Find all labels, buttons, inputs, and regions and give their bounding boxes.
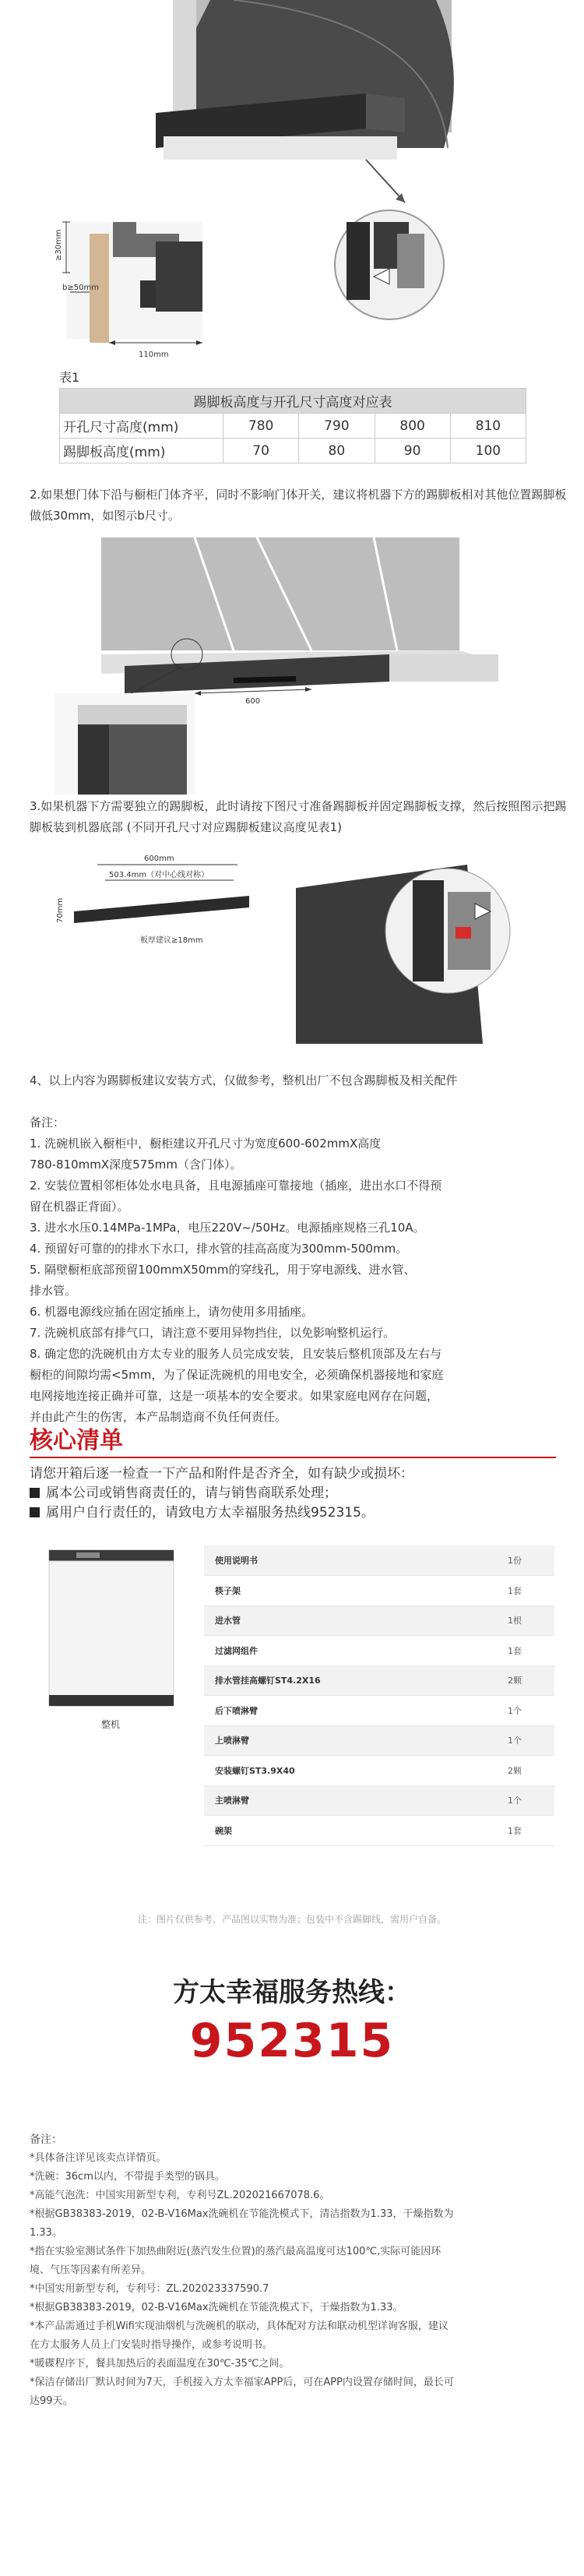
table1-title: 表1 bbox=[59, 370, 80, 385]
footnote-line: *根据GB38383-2019，02-B-V16Max洗碗机在节能洗模式下，干燥指数为1.33。 bbox=[30, 2302, 403, 2313]
install-figure-3 bbox=[0, 841, 584, 1052]
table-row bbox=[204, 1785, 554, 1816]
machine-label: 整机 bbox=[101, 1719, 121, 1730]
table1-header: 踢脚板高度与开孔尺寸高度对应表 bbox=[60, 389, 526, 414]
table-row bbox=[60, 414, 526, 439]
table-cell: 70 bbox=[223, 439, 299, 463]
core-title-divider bbox=[30, 1457, 556, 1458]
note-line: 5. 隔壁橱柜底部预留100mmX50mm的穿线孔，用于穿电源线、进水管、 bbox=[30, 1263, 416, 1277]
install-diagram-1 bbox=[0, 0, 584, 366]
part-name: 安装螺钉ST3.9X40 bbox=[204, 1756, 508, 1786]
thickness-label: 板厚建议≥18mm bbox=[140, 936, 203, 945]
part-qty: 1套 bbox=[508, 1576, 554, 1606]
table-row bbox=[204, 1725, 554, 1756]
core-bullet-2 bbox=[30, 1503, 559, 1523]
table-cell: 80 bbox=[299, 439, 375, 463]
part-qty: 1个 bbox=[508, 1725, 554, 1756]
part-name: 排水管挂高螺钉ST4.2X16 bbox=[204, 1665, 508, 1696]
note-line: 并由此产生的伤害，本产品制造商不负任何责任。 bbox=[30, 1410, 287, 1424]
footnote-line: *暖碟程序下，餐具加热后的表面温度在30℃-35℃之间。 bbox=[30, 2358, 290, 2370]
part-qty: 2颗 bbox=[508, 1665, 554, 1696]
footnote-line: 1.33。 bbox=[30, 2227, 62, 2239]
core-intro-line: 请您开箱后逐一检查一下产品和附件是否齐全，如有缺少或损坏： bbox=[30, 1466, 413, 1482]
footnote-line: 在方太服务人员上门安装时指导操作，或参考说明书。 bbox=[30, 2339, 273, 2351]
part-qty: 2颗 bbox=[508, 1756, 554, 1786]
footnote-line: *保洁存储出厂默认时间为7天，手机接入方太幸福家APP后，可在APP内设置存储时间，最长可 bbox=[30, 2377, 454, 2388]
note-line: 橱柜的间隙均需<5mm，为了保证洗碗机的用电安全，必须确保机器接地和家庭 bbox=[30, 1368, 444, 1382]
note-line: 7. 洗碗机底部有排气口，请注意不要用异物挡住，以免影响整机运行。 bbox=[30, 1326, 396, 1340]
table-cell: 90 bbox=[375, 439, 450, 463]
note-line: 780-810mmX深度575mm（含门体）。 bbox=[30, 1158, 242, 1172]
table-row bbox=[204, 1816, 554, 1846]
table-row bbox=[204, 1605, 554, 1636]
table-row bbox=[204, 1696, 554, 1726]
table-row bbox=[204, 1756, 554, 1786]
footnote-line: *高能气泡洗：中国实用新型专利，专利号ZL.202021667078.6。 bbox=[30, 2190, 330, 2201]
footnotes-block bbox=[30, 2130, 567, 2411]
footnote-line: 境、气压等因素有所差异。 bbox=[30, 2264, 152, 2276]
table-row bbox=[60, 439, 526, 463]
footnote-line: *具体备注详见该卖点详情页。 bbox=[30, 2152, 167, 2164]
section4-text: 4、以上内容为踢脚板建议安装方式，仅做参考，整机出厂不包含踢脚板及相关配件 bbox=[30, 1073, 458, 1087]
inner-width-label: 503.4mm（对中心线对称） bbox=[109, 871, 209, 879]
square-bullet-icon bbox=[30, 1507, 40, 1517]
note-line: 留在机器正背面）。 bbox=[30, 1200, 129, 1214]
core-intro bbox=[30, 1464, 559, 1523]
core-bullet-text: 属用户自行责任的，请致电方太幸福服务热线952315。 bbox=[46, 1505, 375, 1521]
width-label: 110mm bbox=[139, 351, 169, 359]
part-name: 上喷淋臂 bbox=[204, 1725, 508, 1756]
table-cell: 790 bbox=[299, 414, 375, 439]
part-name: 使用说明书 bbox=[204, 1545, 508, 1576]
section2-text: 2.如果想门体下沿与橱柜门体齐平，同时不影响门体开关，建议将机器下方的踢脚板相对其他位置踢脚板做低30mm，如图示b尺寸。 bbox=[30, 488, 567, 523]
dishwasher-icon bbox=[45, 1549, 178, 1712]
square-bullet-icon bbox=[30, 1488, 40, 1498]
footnote-line: 达99天。 bbox=[30, 2395, 73, 2407]
b-label: b≥50mm bbox=[62, 284, 99, 292]
core-bullet-1 bbox=[30, 1484, 559, 1503]
table-row bbox=[204, 1576, 554, 1606]
note-line: 8. 确定您的洗碗机由方太专业的服务人员完成安装，且安装后整机顶部及左右与 bbox=[30, 1347, 442, 1361]
footnote-line: *根据GB38383-2019，02-B-V16Max洗碗机在节能洗模式下，清洁指数为1.33，干燥指数为 bbox=[30, 2208, 454, 2220]
table-cell: 开孔尺寸高度(mm) bbox=[60, 414, 223, 439]
image-disclaimer: 注：图片仅供参考，产品图以实物为准；包装中不含踢脚线，需用户自备。 bbox=[137, 1914, 446, 1925]
table-cell: 810 bbox=[450, 414, 526, 439]
core-list-title: 核心清单 bbox=[30, 1427, 123, 1454]
part-qty: 1个 bbox=[508, 1785, 554, 1816]
total-width-label: 600mm bbox=[144, 855, 174, 863]
install-figure-2 bbox=[0, 537, 584, 802]
part-name: 碗架 bbox=[204, 1816, 508, 1846]
footnote-line: *洗碗：36cm以内，不带提手类型的锅具。 bbox=[30, 2171, 225, 2183]
table-cell: 100 bbox=[450, 439, 526, 463]
note-line: 2. 安装位置相邻柜体处水电具备，且电源插座可靠接地（插座，进出水口不得预 bbox=[30, 1179, 442, 1193]
table-cell: 800 bbox=[375, 414, 450, 439]
install-diagram-3 bbox=[0, 841, 584, 1052]
parts-table bbox=[204, 1545, 554, 1846]
dim-600-label: 600 bbox=[245, 697, 261, 706]
section3-text: 3.如果机器下方需要独立的踢脚板，此时请按下图尺寸准备踢脚板并固定踢脚板支撑，然后按照图示把踢脚板装到机器底部 (不同开孔尺寸对应踢脚板建议高度见表1) bbox=[30, 799, 567, 834]
part-name: 过滤网组件 bbox=[204, 1636, 508, 1666]
table1 bbox=[59, 388, 526, 463]
note-line: 排水管。 bbox=[30, 1284, 77, 1298]
install-figure-1 bbox=[0, 0, 584, 366]
table-row bbox=[204, 1545, 554, 1576]
note-line: 6. 机器电源线应插在固定插座上，请勿使用多用插座。 bbox=[30, 1305, 314, 1319]
note-line: 4. 预留好可靠的的排水下水口，排水管的挂高高度为300mm-500mm。 bbox=[30, 1242, 408, 1256]
hotline-number[interactable]: 952315 bbox=[189, 2014, 395, 2068]
part-qty: 1套 bbox=[508, 1816, 554, 1846]
note-line: 电网接地连接正确并可靠，这是一项基本的安全要求。如果家庭电网存在问题， bbox=[30, 1389, 439, 1403]
part-name: 后下喷淋臂 bbox=[204, 1696, 508, 1726]
table-row bbox=[204, 1665, 554, 1696]
hotline-title: 方太幸福服务热线： bbox=[173, 1977, 411, 2008]
footnote-line: *本产品需通过手机Wifi实现油烟机与洗碗机的联动，具体配对方法和联动机型详询客服，建议 bbox=[30, 2321, 449, 2332]
footnote-line: *指在实验室测试条件下加热曲附近(蒸汽发生位置)的蒸汽最高温度可达100℃,实际可能因环 bbox=[30, 2246, 442, 2257]
notes-block bbox=[30, 1112, 567, 1428]
table-row bbox=[204, 1636, 554, 1666]
part-qty: 1个 bbox=[508, 1696, 554, 1726]
height-label: ≥30mm bbox=[55, 229, 63, 261]
table-cell: 踢脚板高度(mm) bbox=[60, 439, 223, 463]
notes-title: 备注： bbox=[30, 1115, 65, 1129]
core-bullet-text: 属本公司或销售商责任的，请与销售商联系处理； bbox=[46, 1485, 337, 1501]
table-cell: 780 bbox=[223, 414, 299, 439]
install-diagram-2 bbox=[0, 537, 584, 802]
part-qty: 1根 bbox=[508, 1605, 554, 1636]
footnote-line: *中国实用新型专利，专利号：ZL.202023337590.7 bbox=[30, 2283, 269, 2295]
height-70-label: 70mm bbox=[56, 897, 65, 923]
note-line: 3. 进水水压0.14MPa-1MPa，电压220V~/50Hz。电源插座规格三孔10A。 bbox=[30, 1221, 425, 1235]
machine-image bbox=[45, 1549, 178, 1712]
part-qty: 1套 bbox=[508, 1636, 554, 1666]
part-qty: 1份 bbox=[508, 1545, 554, 1576]
part-name: 进水管 bbox=[204, 1605, 508, 1636]
footnotes-title: 备注： bbox=[30, 2134, 62, 2146]
note-line: 1. 洗碗机嵌入橱柜中，橱柜建议开孔尺寸为宽度600-602mmX高度 bbox=[30, 1136, 382, 1151]
part-name: 主喷淋臂 bbox=[204, 1785, 508, 1816]
part-name: 筷子架 bbox=[204, 1576, 508, 1606]
